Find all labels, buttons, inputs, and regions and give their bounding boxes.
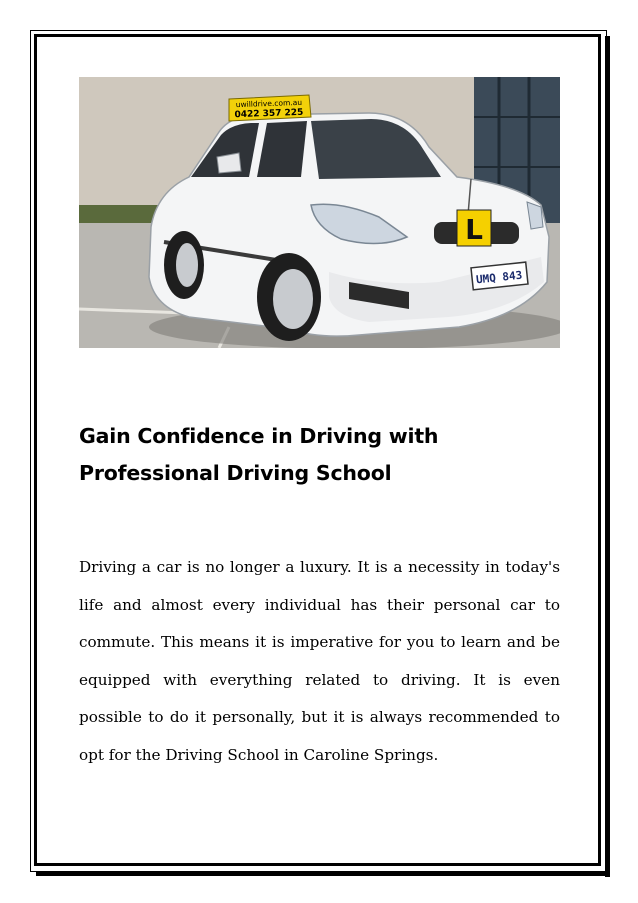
roof-sign-website: uwilldrive.com.au <box>235 97 303 110</box>
roof-sign-phone: 0422 357 225 <box>234 107 304 121</box>
number-plate-text: UMQ 843 <box>475 268 523 287</box>
driving-school-car-photo <box>79 77 560 348</box>
page-border-shadow-right <box>605 36 610 877</box>
page-border-shadow-bottom <box>36 871 610 876</box>
l-plate-letter: L <box>465 213 483 246</box>
article-body: Driving a car is no longer a luxury. It is a necessity in today's life and almost every individual has their personal car to commute. This means it is imperative for you to learn and be equipped with everything related to driving. It is even possible to do it personally, but it is always recommended to opt for the Driving School in Caroline Springs. <box>79 558 560 764</box>
article-title: Gain Confidence in Driving with Professional Driving School <box>79 424 439 485</box>
